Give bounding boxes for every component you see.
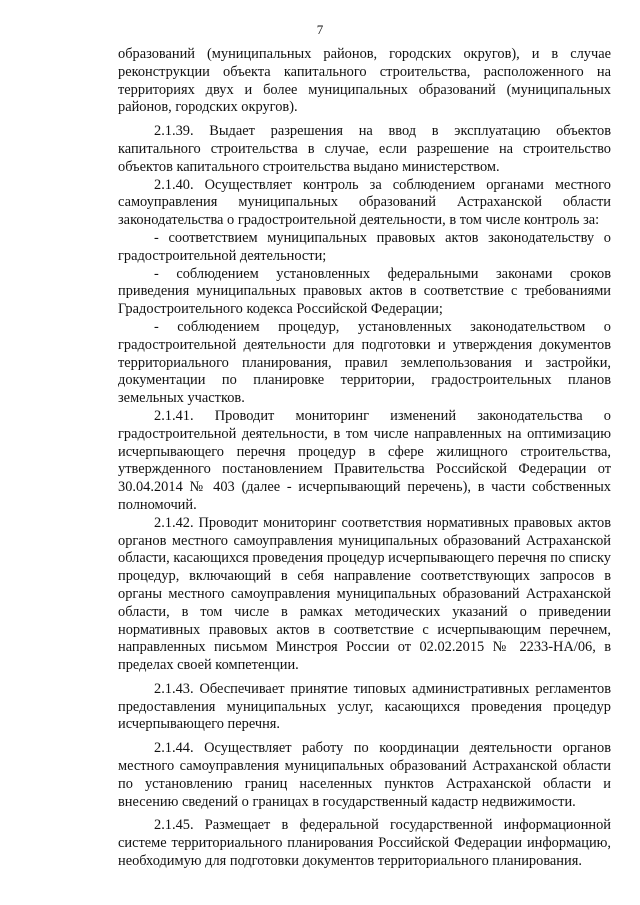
paragraph-2-1-39: 2.1.39. Выдает разрешения на ввод в эксплуатацию объектов капитального строительства в случае, если разрешение на строительство объектов капитального строительства выдано министерством. — [118, 123, 611, 175]
paragraph-2-1-44: 2.1.44. Осуществляет работу по координации деятельности органов местного самоуправления муниципальных образований Астраханской области по установлению границ населенных пунктов Астраханской области и внесению сведений о границах в государственный кадастр недвижимости. — [118, 740, 611, 810]
paragraph-2-1-43: 2.1.43. Обеспечивает принятие типовых административных регламентов предоставления муниципальных услуг, касающихся проведения процедур исчерпывающего перечня. — [118, 680, 611, 733]
document-body — [118, 46, 611, 871]
paragraph-continuation: образований (муниципальных районов, городских округов), и в случае реконструкции объекта капитального строительства, расположенного на территориях двух и более муниципальных образований (муниципальных районов, городских округов). — [118, 46, 611, 116]
paragraph-2-1-42: 2.1.42. Проводит мониторинг соответствия нормативных правовых актов органов местного самоуправления муниципальных образований Астраханской области, касающихся проведения процедур исчерпывающего перечня по списку процедур, включающий в себя направление соответствующих запросов в органы местного самоуправления муниципальных образований Астраханской области, в том числе в рамках методических указаний о приведении нормативных правовых актов в соответствие с исчерпывающим перечнем, направленных письмом Минстроя России от 02.02.2015 № 2233-НА/06, в пределах своей компетенции. — [118, 514, 611, 674]
list-item-dash-3: - соблюдением процедур, установленных законодательством о градостроительной деятельности для подготовки и утверждения документов территориального планирования, правил землепользования и застройки, документации по планировке территории, градостроительных планов земельных участков. — [118, 318, 611, 407]
paragraph-2-1-41: 2.1.41. Проводит мониторинг изменений законодательства о градостроительной деятельности, в том числе направленных на оптимизацию исчерпывающего перечня процедур в сфере жилищного строительства, утвержденного постановлением Правительства Российской Федерации от 30.04.2014 № 403 (далее - исчерпывающий перечень), в части собственных полномочий. — [118, 407, 611, 513]
paragraph-2-1-45: 2.1.45. Размещает в федеральной государственной информационной системе территориального планирования Российской Федерации информацию, необходимую для подготовки документов территориального планирования. — [118, 817, 611, 870]
list-item-dash-2: - соблюдением установленных федеральными законами сроков приведения муниципальных правовых актов в соответствие с требованиями Градостроительного кодекса Российской Федерации; — [118, 265, 611, 318]
paragraph-2-1-40: 2.1.40. Осуществляет контроль за соблюдением органами местного самоуправления муниципальных образований Астраханской области законодательства о градостроительной деятельности, в том числе контроль за: — [118, 176, 611, 229]
page-number: 7 — [316, 22, 324, 37]
list-item-dash-1: - соответствием муниципальных правовых актов законодательству о градостроительной деятельности; — [118, 229, 611, 264]
